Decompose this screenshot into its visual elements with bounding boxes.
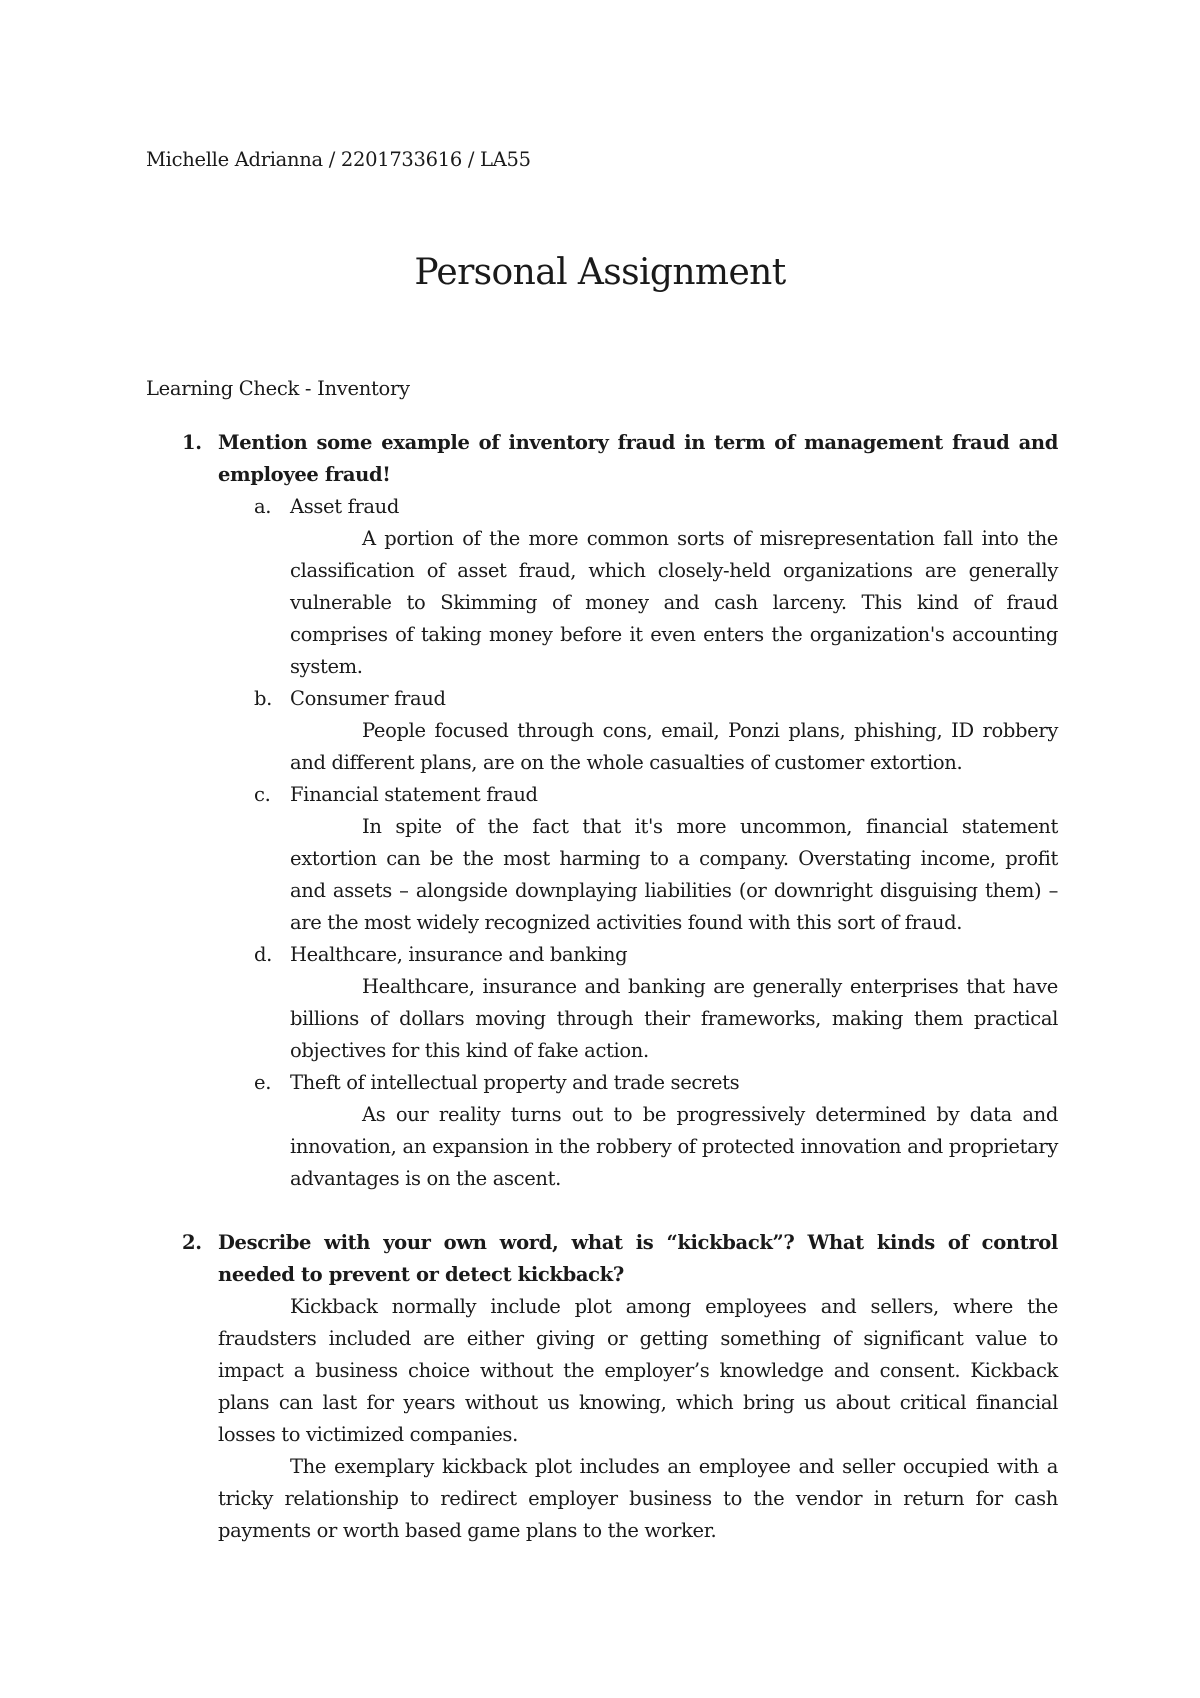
item-paragraph: In spite of the fact that it's more uncommon, financial statement extortion can be the most harming to a company. Overstating income, profit and assets – alongside downplaying liabilities (or downright disguising them) – are the most widely recognized activities found with this sort of fraud.: [290, 815, 1058, 934]
question-number: 1.: [182, 431, 202, 454]
item-label: Financial statement fraud: [290, 783, 538, 806]
item-body: [290, 779, 1058, 939]
question-text: Mention some example of inventory fraud in term of management fraud and employee fraud!: [218, 431, 1058, 486]
item-body: [290, 683, 1058, 779]
spacer: [146, 1195, 1058, 1227]
answer-item-d: [146, 939, 1058, 1067]
item-letter: e.: [254, 1071, 272, 1094]
question-body: [218, 427, 1058, 1195]
item-body: [290, 491, 1058, 683]
answer-item-e: [146, 1067, 1058, 1195]
question-number: 2.: [182, 1231, 202, 1254]
document-content: [146, 427, 1058, 1547]
item-label: Asset fraud: [290, 495, 400, 518]
question-text: Describe with your own word, what is “kickback”? What kinds of control needed to prevent or detect kickback?: [218, 1231, 1058, 1286]
item-letter: c.: [254, 783, 271, 806]
question-1: [146, 427, 1058, 1195]
answer-item-a: [146, 491, 1058, 683]
item-body: [290, 939, 1058, 1067]
item-letter: b.: [254, 687, 272, 710]
page-title: Personal Assignment: [414, 252, 786, 293]
item-letter: d.: [254, 943, 272, 966]
answer-paragraph: Kickback normally include plot among employees and sellers, where the fraudsters included are either giving or getting something of significant value to impact a business choice without the employer’s knowledge and consent. Kickback plans can last for years without us knowing, which bring us about critical financial losses to victimized companies.: [218, 1295, 1058, 1446]
item-paragraph: A portion of the more common sorts of misrepresentation fall into the classification of asset fraud, which closely-held organizations are generally vulnerable to Skimming of money and cash larceny. This kind of fraud comprises of taking money before it even enters the organization's accounting system.: [290, 527, 1058, 678]
item-label: Consumer fraud: [290, 687, 446, 710]
item-label: Healthcare, insurance and banking: [290, 943, 628, 966]
answer-paragraph: The exemplary kickback plot includes an employee and seller occupied with a tricky relationship to redirect employer business to the vendor in return for cash payments or worth based game plans to the worker.: [218, 1455, 1058, 1542]
answer-item-c: [146, 779, 1058, 939]
section-heading: Learning Check - Inventory: [146, 377, 410, 400]
item-body: [290, 1067, 1058, 1195]
item-paragraph: Healthcare, insurance and banking are generally enterprises that have billions of dollars moving through their frameworks, making them practical objectives for this kind of fake action.: [290, 975, 1058, 1062]
question-2: [146, 1227, 1058, 1547]
answer-item-b: [146, 683, 1058, 779]
item-label: Theft of intellectual property and trade secrets: [290, 1071, 740, 1094]
question-body: [218, 1227, 1058, 1547]
item-paragraph: As our reality turns out to be progressively determined by data and innovation, an expansion in the robbery of protected innovation and proprietary advantages is on the ascent.: [290, 1103, 1058, 1190]
item-paragraph: People focused through cons, email, Ponzi plans, phishing, ID robbery and different plans, are on the whole casualties of customer extortion.: [290, 719, 1058, 774]
item-letter: a.: [254, 495, 272, 518]
author-line: Michelle Adrianna / 2201733616 / LA55: [146, 148, 531, 171]
